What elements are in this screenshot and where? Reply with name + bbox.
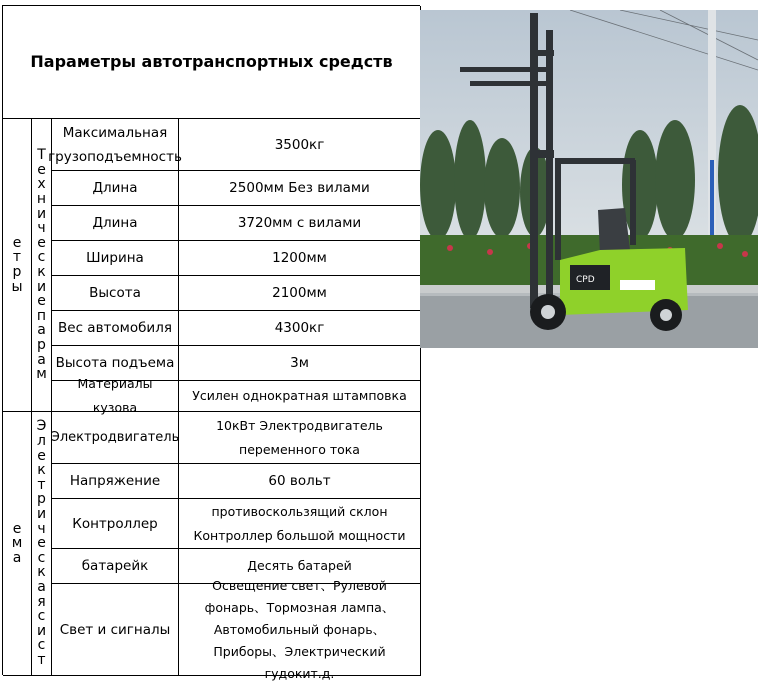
group1-outer-label	[3, 119, 32, 412]
row-label: Высота подъема	[52, 346, 179, 381]
group1-inner-text: Т е х н и ч е с к и е п а р а м	[36, 147, 47, 383]
row-label: Высота	[52, 276, 179, 311]
forklift-image	[420, 10, 758, 348]
body-sign: CPD	[576, 275, 595, 285]
row-label: Материалы кузова	[52, 381, 179, 412]
table-title: Параметры автотранспортных средств	[3, 6, 421, 119]
group1-outer-text: е т р ы	[11, 234, 23, 295]
seat	[598, 208, 630, 255]
row-label: Электродвигатель	[52, 412, 179, 464]
row-value: 10кВт Электродвигатель переменного тока	[179, 412, 421, 464]
row-label: Напряжение	[52, 464, 179, 499]
row-value: 2500мм Без вилами	[179, 171, 421, 206]
row-value: Десять батарей	[179, 549, 421, 584]
row-label: Длина	[52, 206, 179, 241]
group2-inner-label	[32, 412, 52, 676]
row-value: Усилен однократная штамповка	[179, 381, 421, 412]
row-value: 60 вольт	[179, 464, 421, 499]
parameters-table	[2, 5, 420, 681]
row-label: Вес автомобиля	[52, 311, 179, 346]
row-label: Свет и сигналы	[52, 584, 179, 676]
row-value: 3720мм с вилами	[179, 206, 421, 241]
row-value: противоскользящий склон Контроллер большой мощности	[179, 499, 421, 549]
row-value: 3500кг	[179, 119, 421, 171]
row-label: Ширина	[52, 241, 179, 276]
row-label: Максимальная грузоподъемность	[52, 119, 179, 171]
row-label: батарейк	[52, 549, 179, 584]
row-value: 2100мм	[179, 276, 421, 311]
row-label: Длина	[52, 171, 179, 206]
forklift-photo	[420, 10, 758, 348]
row-value: 1200мм	[179, 241, 421, 276]
row-label: Контроллер	[52, 499, 179, 549]
row-value: 4300кг	[179, 311, 421, 346]
row-value: Освещение свет、Рулевой фонарь、Тормозная лампа、Автомобильный фонарь、Приборы、Электрический гудокит.д.	[179, 584, 421, 676]
group2-inner-text: Э л е к т р и ч е с к а я с и с т	[36, 418, 47, 668]
row-value: 3м	[179, 346, 421, 381]
group2-outer-label	[3, 412, 32, 676]
group2-outer-text: е м а	[11, 520, 23, 566]
